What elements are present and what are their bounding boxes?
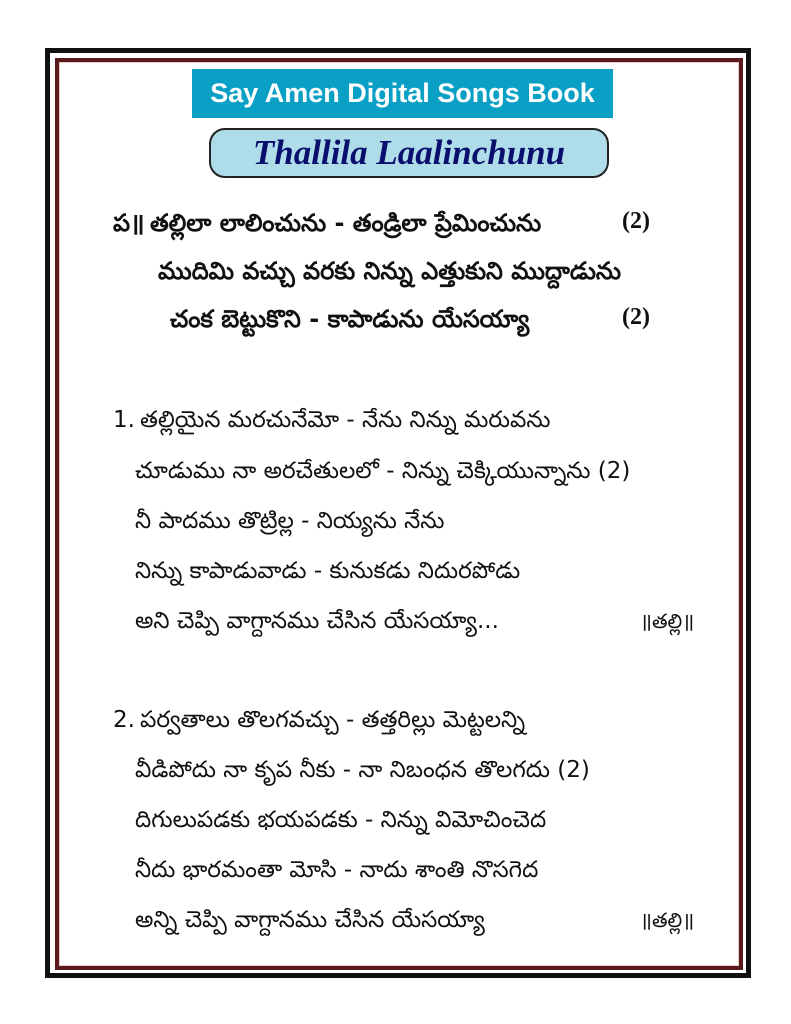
verse-line: దిగులుపడకు భయపడకు - నిన్ను విమోచించెద xyxy=(135,807,547,833)
verse-line: నిన్ను కాపాడువాడు - కునుకడు నిదురపోడు xyxy=(135,558,521,584)
chorus-line-2: ముదిమి వచ్చు వరకు నిన్ను ఎత్తుకుని ముద్దాడును xyxy=(158,257,622,285)
chorus-line-1: తల్లిలా లాలించును - తండ్రిలా ప్రేమించును xyxy=(150,209,542,237)
verse-line: నీ పాదము తొట్రిల్ల - నియ్యను నేను xyxy=(135,508,445,534)
verse-line: వీడిపోదు నా కృప నీకు - నా నిబంధన తొలగదు (2) xyxy=(135,757,590,783)
verse-line: అని చెప్పి వాగ్దానము చేసిన యేసయ్యా... xyxy=(135,608,499,634)
verse-number: 1. xyxy=(113,407,135,433)
banner-text: Say Amen Digital Songs Book xyxy=(210,78,595,108)
verse-line: తల్లియైన మరచునేమో - నేను నిన్ను మరువను xyxy=(140,407,551,433)
verse-line: అన్ని చెప్పి వాగ్దానము చేసిన యేసయ్యా xyxy=(135,907,485,933)
verse-line: చూడుము నా అరచేతులలో - నిన్ను చెక్కియున్నాను (2) xyxy=(135,458,631,484)
chorus-repeat-3: (2) xyxy=(622,304,650,330)
book-banner xyxy=(192,69,613,118)
verse-line: పర్వతాలు తొలగవచ్చు - తత్తరిల్లు మెట్టలన్ని xyxy=(140,707,526,733)
chorus-line-3: చంక బెట్టుకొని - కాపాడును యేసయ్యా xyxy=(170,305,530,333)
chorus-refrain-marker: ॥తల్లి॥ xyxy=(640,609,695,633)
song-title-pill xyxy=(209,128,609,178)
chorus-refrain-marker: ॥తల్లి॥ xyxy=(640,908,695,932)
verse-number: 2. xyxy=(113,707,135,733)
chorus-repeat-1: (2) xyxy=(622,208,650,234)
verse-line: నీదు భారమంతా మోసి - నాదు శాంతి నొసగెద xyxy=(135,857,539,883)
song-title: Thallila Laalinchunu xyxy=(252,133,566,172)
chorus-label: ప॥ xyxy=(113,209,145,237)
